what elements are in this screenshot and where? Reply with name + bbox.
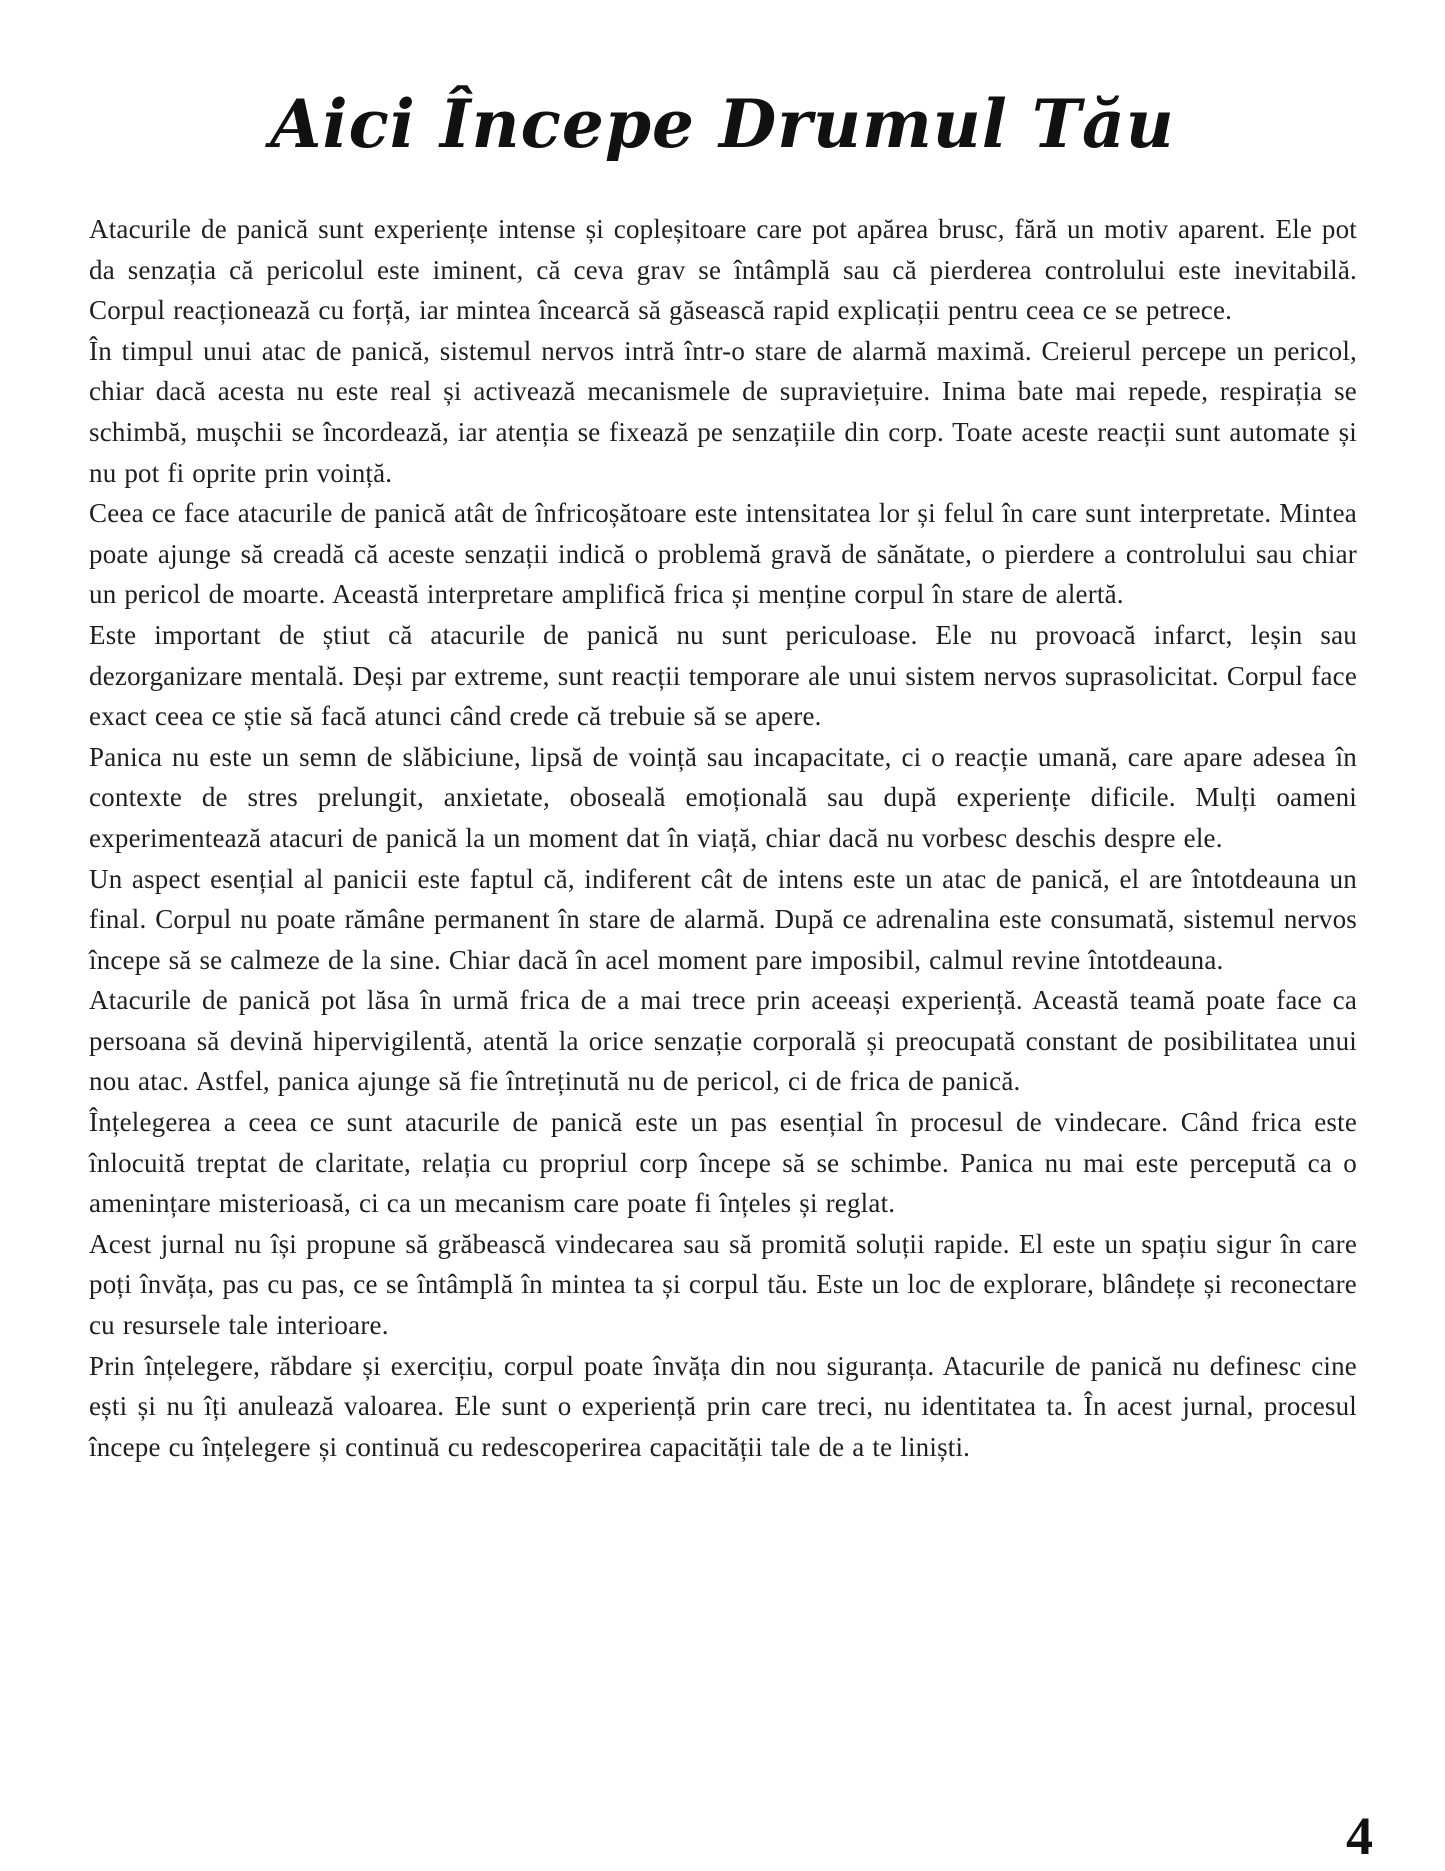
paragraph: Acest jurnal nu își propune să grăbească vindecarea sau să promită soluții rapide. El este un spațiu sigur în care poți învăța, pas cu pas, ce se întâmplă în mintea ta și corpul tău. Este un loc de explorare, blândețe și reconectare cu resursele tale interioare. [89, 1228, 1357, 1341]
paragraph: Panica nu este un semn de slăbiciune, lipsă de voință sau incapacitate, ci o reacție umană, care apare adesea în contexte de stres prelungit, anxietate, oboseală emoțională sau după experiențe dificile. Mulți oameni experimentează atacuri de panică la un moment dat în viață, chiar dacă nu vorbesc deschis despre ele. [89, 741, 1357, 853]
paragraph: În timpul unui atac de panică, sistemul nervos intră într-o stare de alarmă maximă. Creierul percepe un pericol, chiar dacă acesta nu este real și activează mecanismele de supraviețuire. Inima bate mai repede, respirația se schimbă, mușchii se încordează, iar atenția se fixează pe senzațiile din corp. Toate aceste reacții sunt automate și nu pot fi oprite prin voință. [89, 335, 1357, 488]
page-number: 4 [1346, 1806, 1373, 1866]
paragraph: Este important de știut că atacurile de panică nu sunt periculoase. Ele nu provoacă infarct, leșin sau dezorganizare mentală. Deși par extreme, sunt reacții temporare ale unui sistem nervos suprasolicitat. Corpul face exact ceea ce știe să facă atunci când crede că trebuie să se apere. [89, 619, 1357, 732]
paragraph: Atacurile de panică pot lăsa în urmă frica de a mai trece prin aceeași experiență. Această teamă poate face ca persoana să devină hipervigilentă, atentă la orice senzație corporală și preocupată constant de posibilitatea unui nou atac. Astfel, panica ajunge să fie întreținută nu de pericol, ci de frica de panică. [89, 985, 1357, 1097]
paragraph: Înțelegerea a ceea ce sunt atacurile de panică este un pas esențial în procesul de vindecare. Când frica este înlocuită treptat de claritate, relația cu propriul corp începe să se schimbe. Panica nu mai este percepută ca o amenințare misterioasă, ci ca un mecanism care poate fi înțeles și reglat. [89, 1107, 1357, 1219]
paragraph: Prin înțelegere, răbdare și exercițiu, corpul poate învăța din nou siguranța. Atacurile de panică nu definesc cine ești și nu îți anulează valoarea. Ele sunt o experiență prin care treci, nu identitatea ta. În acest jurnal, procesul începe cu înțelegere și continuă cu redescoperirea capacității tale de a te liniști. [89, 1350, 1357, 1462]
page-title: Aici Începe Drumul Tău [270, 85, 1175, 163]
paragraph: Un aspect esențial al panicii este faptul că, indiferent cât de intens este un atac de panică, el are întotdeauna un final. Corpul nu poate rămâne permanent în stare de alarmă. După ce adrenalina este consumată, sistemul nervos începe să se calmeze de la sine. Chiar dacă în acel moment pare imposibil, calmul revine întotdeauna. [89, 863, 1357, 975]
paragraph: Atacurile de panică sunt experiențe intense și copleșitoare care pot apărea brusc, fără un motiv aparent. Ele pot da senzația că pericolul este iminent, că ceva grav se întâmplă sau că pierderea controlului este inevitabilă. Corpul reacționează cu forță, iar mintea încearcă să găsească rapid explicații pentru ceea ce se petrece. [89, 214, 1357, 326]
body-text [89, 209, 1357, 1467]
paragraph: Ceea ce face atacurile de panică atât de înfricoșătoare este intensitatea lor și felul în care sunt interpretate. Mintea poate ajunge să creadă că aceste senzații indică o problemă gravă de sănătate, o pierdere a controlului sau chiar un pericol de moarte. Această interpretare amplifică frica și menține corpul în stare de alertă. [89, 498, 1357, 610]
